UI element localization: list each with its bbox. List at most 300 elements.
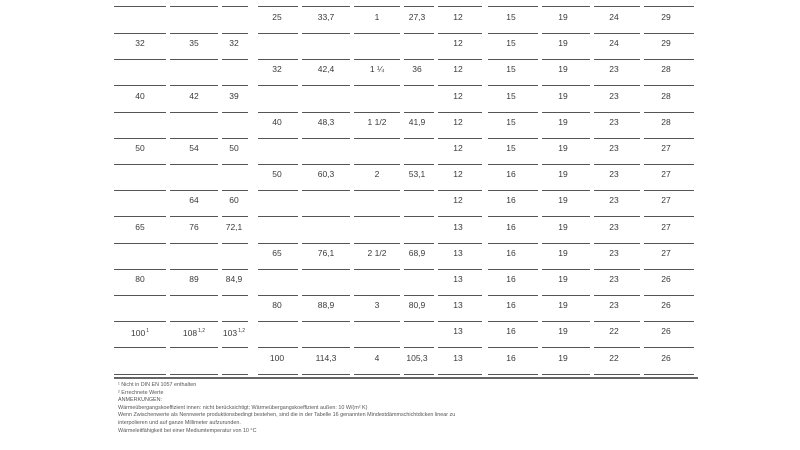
row-rule: [594, 216, 640, 217]
top-rule: [594, 6, 640, 7]
row-rule: [404, 164, 434, 165]
row-rule: [488, 269, 538, 270]
row-rule: [222, 321, 248, 322]
row-rule: [594, 190, 640, 191]
row-rule: [114, 59, 166, 60]
row-rule: [222, 243, 248, 244]
table-cell: 100: [269, 352, 285, 363]
table-cell: 76: [189, 221, 199, 232]
table-cell: 19: [558, 221, 568, 232]
top-rule: [258, 6, 298, 7]
row-rule: [542, 190, 590, 191]
row-rule: [542, 112, 590, 113]
top-rule: [114, 6, 166, 7]
row-rule: [644, 216, 694, 217]
table-cell: 15: [506, 12, 516, 22]
row-rule: [354, 321, 400, 322]
table-cell: 76,1: [317, 247, 335, 258]
row-rule: [302, 190, 350, 191]
top-rule: [438, 6, 482, 7]
table-cell: 16: [506, 300, 516, 311]
row-rule: [222, 138, 248, 139]
table-cell: 19: [558, 143, 568, 153]
row-rule: [354, 374, 400, 375]
table-cell: 12: [453, 169, 463, 180]
table-cell: 13: [453, 274, 463, 284]
row-rule: [438, 85, 482, 86]
table-cell: 23: [609, 247, 619, 258]
row-rule: [354, 112, 400, 113]
note-line-4: Wärmeleitfähigkeit bei einer Mediumtemperatur von 10 °C: [118, 427, 257, 434]
row-rule: [488, 243, 538, 244]
table-cell: 84,9: [225, 274, 243, 284]
row-rule: [170, 347, 218, 348]
row-rule: [170, 295, 218, 296]
table-cell: 42: [189, 90, 199, 101]
table-cell: 16: [506, 195, 516, 206]
row-rule: [438, 138, 482, 139]
table-cell: 36: [412, 64, 422, 75]
row-rule: [488, 59, 538, 60]
table-bottom-rule: [114, 377, 698, 379]
row-rule: [438, 374, 482, 375]
table-cell: 27: [661, 247, 671, 258]
row-rule: [404, 374, 434, 375]
table-cell: 23: [609, 116, 619, 127]
table-cell: 22: [609, 352, 619, 363]
top-rule: [170, 6, 218, 7]
row-rule: [114, 374, 166, 375]
row-rule: [222, 216, 248, 217]
row-rule: [542, 216, 590, 217]
row-rule: [438, 243, 482, 244]
table-cell: 35: [189, 38, 199, 49]
table-cell: 42,4: [317, 64, 335, 75]
table-cell: 23: [609, 90, 619, 101]
row-rule: [354, 269, 400, 270]
row-rule: [488, 138, 538, 139]
table-cell: 16: [506, 326, 516, 337]
row-rule: [258, 243, 298, 244]
table-cell: 12: [453, 143, 463, 153]
row-rule: [438, 347, 482, 348]
row-rule: [114, 216, 166, 217]
table-cell: 88,9: [317, 300, 335, 311]
table-cell: 16: [506, 221, 516, 232]
row-rule: [114, 164, 166, 165]
table-cell: 2: [374, 169, 380, 180]
row-rule: [594, 112, 640, 113]
note-line-3: interpolieren und auf ganze Millimeter aufzurunden.: [118, 419, 241, 426]
row-rule: [354, 85, 400, 86]
table-cell: 27: [661, 169, 671, 180]
row-rule: [438, 295, 482, 296]
row-rule: [170, 243, 218, 244]
row-rule: [404, 112, 434, 113]
row-rule: [542, 85, 590, 86]
row-rule: [114, 243, 166, 244]
row-rule: [594, 164, 640, 165]
row-rule: [114, 138, 166, 139]
row-rule: [438, 33, 482, 34]
table-cell: 13: [453, 326, 463, 337]
table-cell: 19: [558, 326, 568, 337]
row-rule: [644, 164, 694, 165]
row-rule: [302, 374, 350, 375]
row-rule: [644, 33, 694, 34]
row-rule: [644, 85, 694, 86]
row-rule: [542, 347, 590, 348]
table-cell: 15: [506, 38, 516, 49]
row-rule: [594, 33, 640, 34]
table-cell: 13: [453, 352, 463, 363]
row-rule: [222, 112, 248, 113]
row-rule: [170, 190, 218, 191]
row-rule: [302, 164, 350, 165]
table-cell: 80: [272, 300, 282, 311]
row-rule: [542, 321, 590, 322]
row-rule: [354, 295, 400, 296]
table-cell: 27: [661, 143, 671, 153]
footnote-1: ¹ Nicht in DIN EN 1057 enthalten: [118, 382, 197, 388]
row-rule: [302, 216, 350, 217]
row-rule: [438, 216, 482, 217]
table-cell: 16: [506, 274, 516, 284]
row-rule: [114, 295, 166, 296]
row-rule: [594, 59, 640, 60]
row-rule: [222, 59, 248, 60]
row-rule: [438, 59, 482, 60]
row-rule: [542, 374, 590, 375]
row-rule: [404, 138, 434, 139]
row-rule: [114, 33, 166, 34]
row-rule: [222, 295, 248, 296]
row-rule: [302, 295, 350, 296]
table-cell: 15: [506, 143, 516, 153]
table-cell: 32: [272, 64, 282, 75]
row-rule: [170, 374, 218, 375]
table-cell: 13: [453, 247, 463, 258]
row-rule: [644, 243, 694, 244]
table-cell: 26: [661, 300, 671, 311]
row-rule: [114, 190, 166, 191]
table-cell: 12: [453, 116, 463, 127]
table-cell: 80,9: [408, 300, 426, 311]
table-cell: 1: [374, 12, 380, 22]
row-rule: [488, 347, 538, 348]
table-cell: 23: [609, 64, 619, 75]
row-rule: [488, 164, 538, 165]
row-rule: [170, 138, 218, 139]
row-rule: [222, 190, 248, 191]
table-cell: 16: [506, 247, 516, 258]
row-rule: [222, 269, 248, 270]
row-rule: [404, 243, 434, 244]
row-rule: [644, 112, 694, 113]
row-rule: [594, 295, 640, 296]
row-rule: [222, 347, 248, 348]
row-rule: [404, 216, 434, 217]
table-cell: 60: [229, 195, 239, 206]
table-cell: 15: [506, 64, 516, 75]
row-rule: [170, 269, 218, 270]
row-rule: [542, 138, 590, 139]
table-cell: 27: [661, 221, 671, 232]
row-rule: [170, 112, 218, 113]
row-rule: [302, 33, 350, 34]
row-rule: [542, 164, 590, 165]
row-rule: [258, 59, 298, 60]
table-cell: 72,1: [225, 221, 243, 232]
table-cell: 65: [272, 247, 282, 258]
table-cell: 19: [558, 300, 568, 311]
top-rule: [302, 6, 350, 7]
table-cell: 29: [661, 12, 671, 22]
row-rule: [302, 321, 350, 322]
table-cell: 39: [229, 90, 239, 101]
row-rule: [594, 85, 640, 86]
row-rule: [644, 321, 694, 322]
table-cell: 19: [558, 195, 568, 206]
table-cell: 15: [506, 90, 516, 101]
row-rule: [258, 112, 298, 113]
table-cell: 1 1/2: [367, 116, 387, 127]
table-cell: 19: [558, 64, 568, 75]
table-cell: 60,3: [317, 169, 335, 180]
notes-heading: ANMERKUNGEN:: [118, 397, 163, 404]
row-rule: [258, 321, 298, 322]
row-rule: [354, 59, 400, 60]
table-cell: 26: [661, 274, 671, 284]
table-cell: 23: [609, 169, 619, 180]
row-rule: [438, 321, 482, 322]
row-rule: [542, 33, 590, 34]
table-cell: 50: [272, 169, 282, 180]
row-rule: [222, 33, 248, 34]
row-rule: [114, 347, 166, 348]
row-rule: [114, 321, 166, 322]
table-cell: 41,9: [408, 116, 426, 127]
table-cell: 19: [558, 90, 568, 101]
row-rule: [354, 138, 400, 139]
row-rule: [404, 190, 434, 191]
row-rule: [258, 85, 298, 86]
note-line-1: Wärmeübergangskoeffizient innen: nicht berücksichtigt; Wärmeübergangskoeffizient außen: 10 W/(m² K): [118, 404, 368, 411]
table-cell: 4: [374, 352, 380, 363]
table-cell: 12: [453, 12, 463, 22]
table-cell: 29: [661, 38, 671, 49]
table-cell: 19: [558, 247, 568, 258]
table-cell: 16: [506, 352, 516, 363]
row-rule: [644, 295, 694, 296]
row-rule: [222, 374, 248, 375]
row-rule: [542, 295, 590, 296]
row-rule: [438, 269, 482, 270]
table-cell: 27,3: [408, 12, 426, 22]
row-rule: [354, 164, 400, 165]
table-cell: 68,9: [408, 247, 426, 258]
row-rule: [302, 138, 350, 139]
table-cell: 26: [661, 326, 671, 337]
row-rule: [354, 216, 400, 217]
row-rule: [114, 112, 166, 113]
footnotes: [118, 382, 718, 435]
row-rule: [258, 216, 298, 217]
row-rule: [404, 295, 434, 296]
row-rule: [594, 269, 640, 270]
table-cell: 3: [374, 300, 380, 311]
row-rule: [438, 112, 482, 113]
table-cell: 19: [558, 352, 568, 363]
row-rule: [302, 243, 350, 244]
row-rule: [302, 85, 350, 86]
table-cell: 53,1: [408, 169, 426, 180]
row-rule: [170, 216, 218, 217]
row-rule: [644, 269, 694, 270]
table-cell: 50: [135, 143, 145, 153]
row-rule: [170, 164, 218, 165]
table-cell: 19: [558, 169, 568, 180]
table-cell: 23: [609, 300, 619, 311]
table-cell: 32: [135, 38, 145, 49]
table-cell: 33,7: [317, 12, 335, 22]
table-cell: 65: [135, 221, 145, 232]
table-cell: 13: [453, 300, 463, 311]
top-rule: [644, 6, 694, 7]
row-rule: [354, 33, 400, 34]
table-cell: 24: [609, 38, 619, 49]
row-rule: [114, 85, 166, 86]
row-rule: [644, 138, 694, 139]
row-rule: [488, 112, 538, 113]
row-rule: [594, 138, 640, 139]
table-cell: 64: [189, 195, 199, 206]
row-rule: [170, 85, 218, 86]
row-rule: [114, 269, 166, 270]
row-rule: [488, 374, 538, 375]
row-rule: [258, 164, 298, 165]
table-cell: 19: [558, 38, 568, 49]
row-rule: [644, 374, 694, 375]
table-cell: 13: [453, 221, 463, 232]
row-rule: [404, 347, 434, 348]
table-cell: 19: [558, 116, 568, 127]
row-rule: [488, 190, 538, 191]
row-rule: [542, 243, 590, 244]
row-rule: [542, 59, 590, 60]
table-cell: 28: [661, 90, 671, 101]
row-rule: [258, 374, 298, 375]
table-cell: 12: [453, 64, 463, 75]
table-cell: 23: [609, 143, 619, 153]
table-cell: 103$^{1,2}$: [222, 328, 246, 339]
row-rule: [542, 269, 590, 270]
note-line-2: Wenn Zwischenwerte als Nennwerte produktionsbedingt bestehen, sind die in der Tabelle 16 genannten Mindestdämmschichtdicken linear zu: [118, 412, 456, 419]
row-rule: [222, 164, 248, 165]
table-cell: 32: [229, 38, 239, 49]
table-cell: 105,3: [406, 352, 428, 363]
row-rule: [354, 347, 400, 348]
row-rule: [438, 190, 482, 191]
row-rule: [594, 321, 640, 322]
row-rule: [354, 190, 400, 191]
table-cell: 27: [661, 195, 671, 206]
table-cell: 23: [609, 274, 619, 284]
row-rule: [258, 347, 298, 348]
row-rule: [170, 59, 218, 60]
row-rule: [170, 321, 218, 322]
table-cell: 23: [609, 221, 619, 232]
table-cell: 19: [558, 12, 568, 22]
row-rule: [644, 190, 694, 191]
table-cell: 22: [609, 326, 619, 337]
row-rule: [302, 59, 350, 60]
row-rule: [302, 347, 350, 348]
row-rule: [222, 85, 248, 86]
row-rule: [404, 85, 434, 86]
row-rule: [488, 33, 538, 34]
table-cell: 28: [661, 64, 671, 75]
table-cell: 48,3: [317, 116, 335, 127]
row-rule: [258, 138, 298, 139]
table-cell: 54: [189, 143, 199, 153]
table-cell: 19: [558, 274, 568, 284]
table-cell: 50: [229, 143, 239, 153]
row-rule: [644, 347, 694, 348]
row-rule: [404, 33, 434, 34]
row-rule: [302, 269, 350, 270]
row-rule: [170, 33, 218, 34]
row-rule: [258, 33, 298, 34]
row-rule: [488, 216, 538, 217]
top-rule: [354, 6, 400, 7]
table-cell: 89: [189, 274, 199, 284]
row-rule: [258, 190, 298, 191]
row-rule: [302, 112, 350, 113]
row-rule: [594, 347, 640, 348]
table-cell: 26: [661, 352, 671, 363]
table-cell: 40: [272, 116, 282, 127]
table-cell: 24: [609, 12, 619, 22]
top-rule: [488, 6, 538, 7]
row-rule: [644, 59, 694, 60]
row-rule: [258, 295, 298, 296]
row-rule: [594, 374, 640, 375]
row-rule: [488, 321, 538, 322]
row-rule: [488, 295, 538, 296]
row-rule: [404, 59, 434, 60]
row-rule: [404, 269, 434, 270]
table-cell: 1 ¼: [369, 64, 385, 75]
table-cell: 2 1/2: [367, 247, 387, 258]
table-cell: 25: [272, 12, 282, 22]
table-cell: 108$^{1,2}$: [182, 328, 206, 339]
table-cell: 114,3: [315, 352, 337, 363]
table-cell: 12: [453, 195, 463, 206]
table-cell: 80: [135, 274, 145, 284]
table-cell: 40: [135, 90, 145, 101]
table-cell: 16: [506, 169, 516, 180]
table-cell: 23: [609, 195, 619, 206]
row-rule: [594, 243, 640, 244]
table-cell: 15: [506, 116, 516, 127]
table-cell: 28: [661, 116, 671, 127]
footnote-2: ² Errechnete Werte: [118, 389, 164, 396]
top-rule: [222, 6, 248, 7]
row-rule: [488, 85, 538, 86]
table-cell: 12: [453, 38, 463, 49]
top-rule: [404, 6, 434, 7]
